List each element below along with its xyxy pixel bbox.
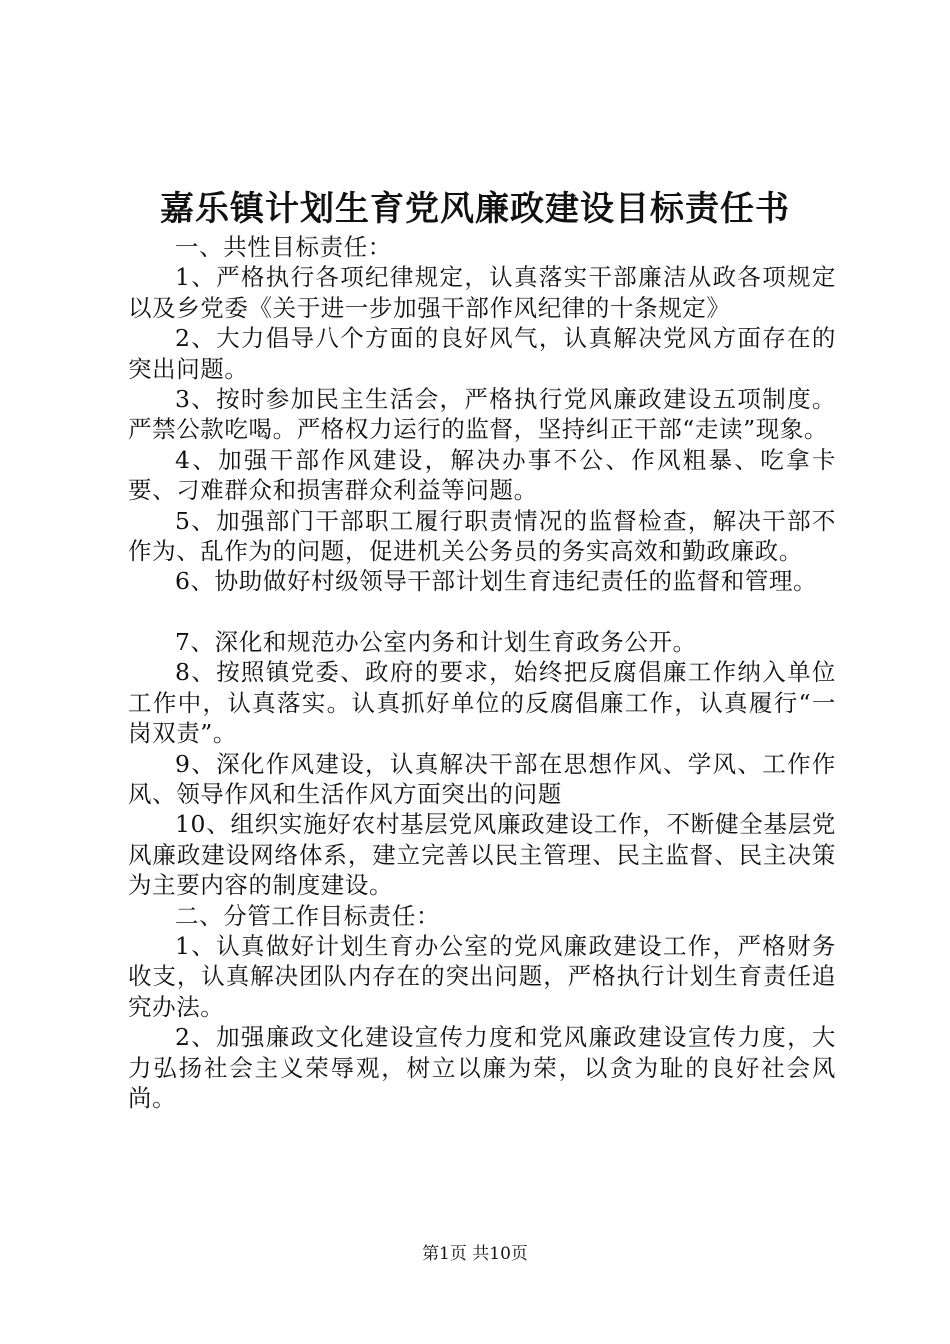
paragraph-item-1: 1、严格执行各项纪律规定，认真落实干部廉洁从政各项规定以及乡党委《关于进一步加强干部作风纪律的十条规定》: [128, 263, 836, 322]
paragraph-item-9: 9、深化作风建设，认真解决干部在思想作风、学风、工作作风、领导作风和生活作风方面突出的问题: [128, 749, 836, 808]
paragraph-managed-1: 1、认真做好计划生育办公室的党风廉政建设工作，严格财务收支，认真解决团队内存在的突出问题，严格执行计划生育责任追究办法。: [128, 931, 836, 1021]
document-title: 嘉乐镇计划生育党风廉政建设目标责任书: [160, 189, 790, 229]
paragraph-item-7: 7、深化和规范办公室内务和计划生育政务公开。: [175, 627, 697, 656]
paragraph-item-4: 4、加强干部作风建设，解决办事不公、作风粗暴、吃拿卡要、刁难群众和损害群众利益等问题。: [128, 445, 836, 505]
paragraph-item-8: 8、按照镇党委、政府的要求，始终把反腐倡廉工作纳入单位工作中，认真落实。认真抓好单位的反腐倡廉工作，认真履行“一岗双责”。: [128, 658, 836, 748]
page-footer: 第1页 共10页: [422, 1244, 528, 1264]
document-body: [128, 232, 836, 1113]
paragraph-item-10: 10、组织实施好农村基层党风廉政建设工作，不断健全基层党风廉政建设网络体系，建立完善以民主管理、民主监督、民主决策为主要内容的制度建设。: [128, 810, 836, 900]
paragraph-item-5: 5、加强部门干部职工履行职责情况的监督检查，解决干部不作为、乱作为的问题，促进机关公务员的务实高效和勤政廉政。: [128, 506, 836, 566]
paragraph-managed-2: 2、加强廉政文化建设宣传力度和党风廉政建设宣传力度，大力弘扬社会主义荣辱观，树立以廉为荣，以贪为耻的良好社会风尚。: [128, 1023, 836, 1112]
section-heading-managed: 二、分管工作目标责任：: [175, 901, 441, 930]
paragraph-item-3: 3、按时参加民主生活会，严格执行党风廉政建设五项制度。严禁公款吃喝。严格权力运行的监督，坚持纠正干部“走读”现象。: [128, 385, 836, 444]
paragraph-item-6: 6、协助做好村级领导干部计划生育违纪责任的监督和管理。: [175, 567, 818, 596]
paragraph-item-2: 2、大力倡导八个方面的良好风气，认真解决党风方面存在的突出问题。: [128, 324, 836, 383]
section-heading-common: 一、共性目标责任：: [175, 233, 392, 261]
